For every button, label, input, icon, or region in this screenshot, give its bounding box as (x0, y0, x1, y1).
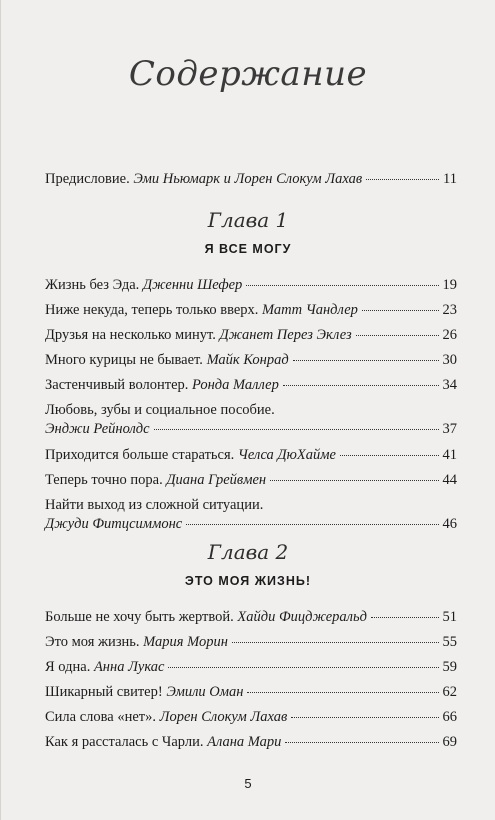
dot-leader (232, 642, 439, 643)
entry-title: Любовь, зубы и социальное пособие. (45, 402, 275, 418)
entry-title: Найти выход из сложной ситуации. (45, 497, 264, 513)
dot-leader (356, 335, 439, 336)
toc-entry (45, 633, 457, 651)
toc-entry (45, 326, 457, 344)
entry-title: Это моя жизнь. (45, 634, 140, 650)
toc-entry (45, 708, 457, 726)
toc-entry (45, 471, 457, 489)
toc-entry (45, 683, 457, 701)
page-number: 5 (244, 776, 252, 791)
entry-page: 34 (442, 377, 457, 393)
entry-page: 46 (442, 516, 457, 532)
entry-page: 41 (442, 447, 457, 463)
entry-title: Ниже некуда, теперь только вверх. (45, 302, 259, 318)
toc-entry (45, 608, 457, 626)
toc-entry (45, 446, 457, 464)
entry-title: Приходится больше стараться. (45, 447, 235, 463)
entry-page: 59 (442, 659, 457, 675)
toc-entry (45, 276, 457, 294)
entry-author: Хайди Фицджеральд (237, 609, 367, 625)
entry-title: Теперь точно пора. (45, 472, 163, 488)
entry-title: Больше не хочу быть жертвой. (45, 609, 234, 625)
entry-page: 66 (442, 709, 457, 725)
entry-author: Матт Чандлер (262, 302, 358, 318)
toc-entry (45, 515, 457, 533)
chapter-2-title: ЭТО МОЯ ЖИЗНЬ! (184, 574, 312, 588)
dot-leader (247, 692, 438, 693)
entry-page: 44 (442, 472, 457, 488)
entry-page: 37 (442, 421, 457, 437)
entry-author: Мария Морин (143, 634, 228, 650)
entry-author: Челса ДюХайме (237, 447, 336, 463)
entry-title: Друзья на несколько минут. (45, 327, 216, 343)
entry-title: Сила слова «нет». (45, 709, 157, 725)
page-title: Содержание (128, 54, 368, 94)
entry-title: Жизнь без Эда. (45, 277, 140, 293)
dot-leader (154, 429, 439, 430)
entry-author: Лорен Слокум Лахав (159, 709, 288, 725)
entry-author: Ронда Маллер (192, 377, 279, 393)
toc-entry (45, 376, 457, 394)
dot-leader (270, 480, 438, 481)
entry-title: Как я рассталась с Чарли. (45, 734, 204, 750)
dot-leader (362, 310, 439, 311)
entry-page: 26 (442, 327, 457, 343)
dot-leader (246, 285, 438, 286)
dot-leader (340, 455, 439, 456)
entry-author: Дженни Шефер (142, 277, 243, 293)
entry-author: Анна Лукас (93, 659, 165, 675)
entry-page: 11 (443, 171, 457, 187)
dot-leader (366, 179, 439, 180)
dot-leader (371, 617, 439, 618)
toc-entry (45, 658, 457, 676)
dot-leader (291, 717, 438, 718)
entry-page: 69 (442, 734, 457, 750)
chapter-2-label: Глава 2 (207, 540, 289, 564)
entry-title: Предисловие. (45, 171, 130, 187)
chapter-1-label: Глава 1 (207, 208, 289, 232)
entry-author: Диана Грейвмен (166, 472, 267, 488)
dot-leader (285, 742, 438, 743)
entry-page: 30 (442, 352, 457, 368)
entry-page: 19 (442, 277, 457, 293)
toc-entry (45, 351, 457, 369)
entry-author: Джанет Перез Эклез (219, 327, 352, 343)
entry-title: Много курицы не бывает. (45, 352, 203, 368)
dot-leader (293, 360, 439, 361)
entry-title: Я одна. (45, 659, 91, 675)
entry-author: Эмили Оман (166, 684, 244, 700)
chapter-1-title: Я ВСЕ МОГУ (204, 242, 292, 256)
entry-page: 51 (442, 609, 457, 625)
toc-entry (45, 733, 457, 751)
toc-entry (45, 301, 457, 319)
entry-author: Майк Конрад (206, 352, 289, 368)
entry-page: 23 (442, 302, 457, 318)
toc-entry-preface (45, 170, 457, 188)
entry-title: Шикарный свитер! (45, 684, 163, 700)
dot-leader (186, 524, 438, 525)
entry-page: 55 (442, 634, 457, 650)
entry-author: Эми Ньюмарк и Лорен Слокум Лахав (133, 171, 363, 187)
entry-author: Энджи Рейнолдс (45, 421, 150, 437)
toc-entry (45, 420, 457, 438)
dot-leader (168, 667, 438, 668)
entry-title: Застенчивый волонтер. (45, 377, 189, 393)
entry-page: 62 (442, 684, 457, 700)
entry-author: Джуди Фитцсиммонс (45, 516, 183, 532)
entry-author: Алана Мари (207, 734, 282, 750)
dot-leader (283, 385, 439, 386)
